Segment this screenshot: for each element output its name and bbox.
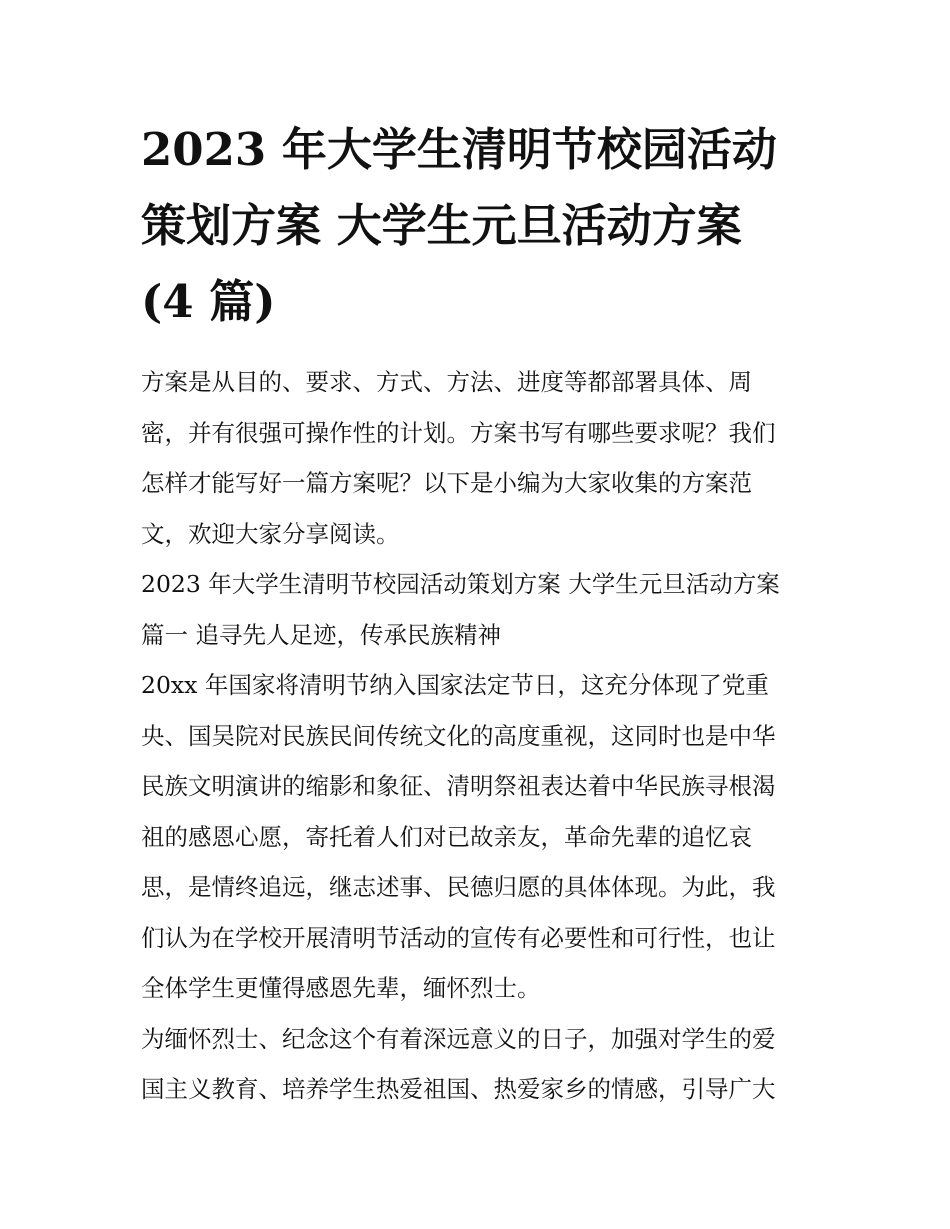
text-line: 祖的感恩心愿，寄托着人们对已故亲友，革命先辈的追忆哀 <box>141 822 752 851</box>
intro-paragraph <box>141 357 813 559</box>
title-line: (4 篇) <box>141 275 276 328</box>
text-line: 思，是情终追远，继志述事、民德归愿的具体体现。为此，我 <box>141 873 776 901</box>
title-line: 策划方案 大学生元旦活动方案 <box>141 199 742 252</box>
text-line: 全体学生更懂得感恩先辈，缅怀烈士。 <box>141 974 541 1002</box>
body-paragraph <box>141 1014 813 1115</box>
document-content <box>141 112 813 1115</box>
text-line: 密，并有很强可操作性的计划。方案书写有哪些要求呢？我们 <box>141 418 776 447</box>
document-body <box>141 357 813 1115</box>
title-line: 2023 年大学生清明节校园活动 <box>141 123 777 176</box>
text-line: 国主义教育、培养学生热爱祖国、热爱家乡的情感，引导广大 <box>141 1075 776 1103</box>
text-line: 为缅怀烈士、纪念这个有着深远意义的日子，加强对学生的爱 <box>141 1024 776 1053</box>
document-title <box>141 112 813 340</box>
text-line: 们认为在学校开展清明节活动的宣传有必要性和可行性，也让 <box>141 923 776 952</box>
text-line: 文，欢迎大家分享阅读。 <box>141 519 400 548</box>
body-paragraph <box>141 660 813 1014</box>
text-line: 2023 年大学生清明节校园活动策划方案 大学生元旦活动方案 <box>141 570 780 598</box>
text-line: 怎样才能写好一篇方案呢？以下是小编为大家收集的方案范 <box>141 469 752 497</box>
text-line: 方案是从目的、要求、方式、方法、进度等都部署具体、周 <box>141 368 752 396</box>
text-line: 篇一 追寻先人足迹，传承民族精神 <box>141 620 501 649</box>
text-line: 央、国吴院对民族民间传统文化的高度重视，这同时也是中华 <box>141 721 776 750</box>
section-heading-paragraph <box>141 559 813 660</box>
text-line: 民族文明演讲的缩影和象征、清明祭祖表达着中华民族寻根渴 <box>141 772 776 800</box>
text-line: 20xx 年国家将清明节纳入国家法定节日，这充分体现了党重 <box>141 671 769 699</box>
